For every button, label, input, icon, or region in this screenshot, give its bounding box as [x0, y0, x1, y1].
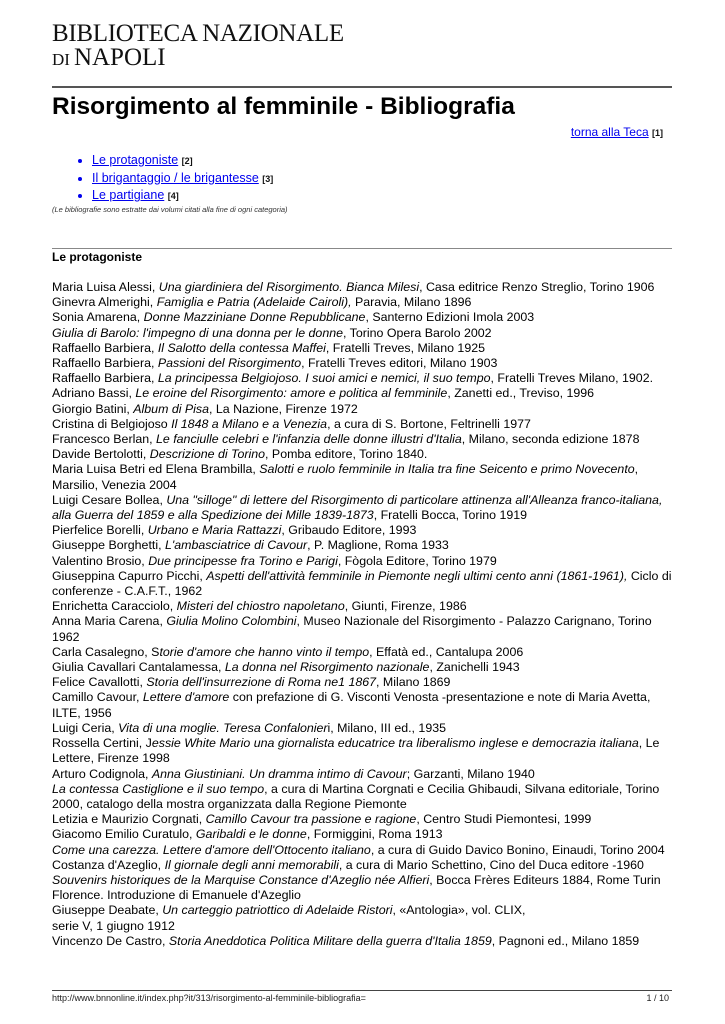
- section-divider: [52, 248, 672, 249]
- entry-author: Letizia e Maurizio Corgnati,: [52, 812, 206, 827]
- entry-author: Sonia Amarena,: [52, 310, 144, 325]
- entry-author: Pierfelice Borelli,: [52, 523, 148, 538]
- entry-author: Costanza d'Azeglio,: [52, 857, 165, 872]
- entry-author: Raffaello Barbiera,: [52, 371, 158, 386]
- entry-title: Camillo Cavour tra passione e ragione: [205, 812, 417, 827]
- entry-details: , Le Lettere, Firenze 1998: [52, 736, 660, 766]
- entry-title: Giulia Molino Colombini: [166, 614, 297, 629]
- bibliography-entry: [52, 721, 674, 736]
- toc-link[interactable]: Le protagoniste: [92, 153, 179, 167]
- entry-author: Giacomo Emilio Curatulo,: [52, 827, 196, 842]
- entry-details: , a cura di Mario Schettino, Cino del Duca editore -1960: [338, 857, 644, 872]
- entry-author: Ginevra Almerighi,: [52, 295, 157, 310]
- toc-link[interactable]: Il brigantaggio / le brigantesse: [92, 170, 259, 185]
- page-number: 1 / 10: [646, 993, 669, 1003]
- entry-title: Misteri del chiostro napoletano: [176, 599, 345, 614]
- entry-details: , a cura di Martina Corgnati e Cecilia Ghibaudi, Silvana editoriale, Torino 2000, catalogo della mostra organizzata dalla Regione Piemonte: [52, 781, 660, 811]
- entry-author: Luigi Cesare Bollea,: [52, 492, 167, 507]
- logo-line-2: [52, 46, 344, 72]
- entry-title: Come una carezza. Lettere d'amore dell'Ottocento italiano: [52, 842, 371, 857]
- bibliography-entry: [52, 417, 674, 432]
- bibliography-entry: [52, 402, 674, 417]
- bibliography-entry: [52, 326, 674, 341]
- entry-details: , Casa editrice Renzo Streglio, Torino 1906: [419, 280, 655, 294]
- entry-details: , Pagnoni ed., Milano 1859: [491, 933, 640, 948]
- entry-title: Donne Mazziniane Donne Repubblicane: [143, 310, 366, 325]
- entry-title: Descrizione di Torino: [149, 447, 266, 462]
- bibliography-entry: [52, 690, 674, 720]
- entry-author: Enrichetta Caracciolo,: [52, 599, 177, 614]
- entry-title: Album di Pisa: [133, 401, 210, 416]
- header-divider: [52, 86, 672, 88]
- page-title: Risorgimento al femminile - Bibliografia: [52, 93, 515, 120]
- entry-title: essie White Mario una giornalista educatrice tra liberalismo inglese e democrazia italiana: [151, 736, 639, 751]
- entry-details: , Torino Opera Barolo 2002: [343, 325, 492, 340]
- toc-link[interactable]: Le partigiane: [92, 188, 165, 202]
- entry-author: Maria Luisa Alessi,: [52, 280, 159, 294]
- entry-title: La principessa Belgiojoso. I suoi amici e nemici, il suo tempo: [157, 371, 491, 386]
- entry-title: La contessa Castiglione e il suo tempo: [52, 781, 265, 796]
- entry-details: , Museo Nazionale del Risorgimento - Palazzo Carignano, Torino 1962: [52, 614, 652, 644]
- entry-details: , Fratelli Treves Milano, 1902.: [490, 371, 654, 386]
- entry-title: Garibaldi e le donne: [195, 827, 307, 842]
- bibliography-entry: [52, 386, 674, 401]
- bibliography-entry: [52, 356, 674, 371]
- entry-details: i, Milano, III ed., 1935: [327, 720, 446, 735]
- entry-author: Raffaello Barbiera,: [52, 356, 158, 371]
- entry-author: Valentino Brosio,: [52, 553, 149, 568]
- entry-title: Passioni del Risorgimento: [157, 356, 302, 371]
- toc-item: [92, 170, 273, 188]
- entry-title: Lettere d'amore: [142, 690, 230, 705]
- entry-details: , Zanichelli 1943: [429, 660, 520, 675]
- back-to-teca-link[interactable]: torna alla Teca: [570, 125, 649, 139]
- entry-author: Camillo Cavour,: [52, 690, 143, 705]
- bibliography-entry: [52, 827, 674, 842]
- entry-author: Vincenzo De Castro,: [52, 933, 169, 948]
- entry-details: , Bocca Frères Editeurs 1884, Rome Turin Florence. Introduzione di Emanuele d'Azeglio: [52, 872, 661, 903]
- entry-author: Giuseppina Capurro Picchi,: [52, 568, 207, 583]
- entry-details: , Santerno Edizioni Imola 2003: [365, 310, 535, 325]
- footer-url: http://www.bnnonline.it/index.php?it/313/risorgimento-al-femminile-bibliografia=: [52, 993, 366, 1003]
- library-logo: [52, 22, 344, 72]
- entry-author: Giuseppe Deabate,: [52, 903, 163, 918]
- bibliography-entry: [52, 934, 674, 949]
- entry-title: L'ambasciatrice di Cavour: [164, 538, 308, 553]
- bibliography-entry: [52, 812, 674, 827]
- bibliography-entry: [52, 873, 674, 903]
- entry-title: Le fanciulle celebri e l'infanzia delle donne illustri d'Italia: [156, 432, 462, 447]
- entry-details: ; Garzanti, Milano 1940: [406, 766, 535, 781]
- entry-title: Souvenirs historiques de la Marquise Constance d'Azeglio née Alfieri: [52, 872, 430, 887]
- source-note: (Le bibliografie sono estratte dai volumi citati alla fine di ogni categoria): [52, 205, 288, 214]
- bibliography-entry: [52, 493, 674, 523]
- entry-author: Francesco Berlan,: [52, 432, 156, 447]
- entry-author: Arturo Codignola,: [52, 766, 152, 781]
- entry-title: Una "silloge" di lettere del Risorgimento di particolare attinenza all'Alleanza franco-italiana, alla Guerra del 1859 e alla Spedizione dei Mille 1839-1873: [52, 492, 663, 523]
- bibliography-entry: [52, 523, 674, 538]
- entry-author: Cristina di Belgiojoso: [52, 416, 172, 431]
- bibliography-entry: [52, 341, 674, 356]
- entry-title: Salotti e ruolo femminile in Italia tra fine Seicento e primo Novecento: [259, 462, 635, 477]
- entry-details: , Milano 1869: [376, 675, 451, 690]
- bibliography-entry: [52, 767, 674, 782]
- entry-title: Le eroine del Risorgimento: amore e politica al femminile: [135, 386, 448, 401]
- toc-ref: [3]: [262, 173, 274, 184]
- entry-author: Luigi Ceria,: [52, 720, 119, 735]
- entry-details: , Fratelli Treves editori, Milano 1903: [301, 356, 498, 371]
- entry-details: , Fògola Editore, Torino 1979: [337, 553, 497, 568]
- entry-details: , La Nazione, Firenze 1972: [209, 401, 358, 416]
- entry-author: Carla Casalegno, S: [52, 644, 160, 659]
- bibliography-entry: [52, 310, 674, 325]
- logo-di: DI: [52, 50, 70, 69]
- entry-details: , Marsilio, Venezia 2004: [52, 462, 639, 492]
- entry-details: , P. Maglione, Roma 1933: [307, 538, 449, 553]
- entry-title: Storia Aneddotica Politica Militare della guerra d'Italia 1859: [168, 933, 492, 948]
- bibliography-list: [52, 280, 674, 949]
- toc-item: [92, 187, 273, 205]
- entry-author: Giuseppe Borghetti,: [52, 538, 165, 553]
- entry-details: , Fratelli Treves, Milano 1925: [325, 340, 485, 355]
- table-of-contents: [78, 152, 273, 205]
- entry-title: Storia dell'insurrezione di Roma ne1 1867: [146, 675, 377, 690]
- entry-details: , a cura di S. Bortone, Feltrinelli 1977: [327, 416, 531, 431]
- entry-title: Il giornale degli anni memorabili: [164, 857, 339, 872]
- entry-title: Due principesse fra Torino e Parigi: [148, 553, 338, 568]
- toc-ref: [2]: [181, 156, 193, 166]
- entry-author: Anna Maria Carena,: [52, 614, 167, 629]
- entry-title: Il 1848 a Milano e a Venezia: [171, 416, 328, 431]
- entry-title: Giulia di Barolo: l'impegno di una donna per le donne: [52, 325, 343, 340]
- bibliography-entry: [52, 432, 674, 447]
- logo-napoli: NAPOLI: [73, 44, 166, 71]
- entry-author: Giorgio Batini,: [52, 401, 134, 416]
- entry-details: , Fratelli Bocca, Torino 1919: [373, 508, 528, 523]
- entry-title: Il Salotto della contessa Maffei: [157, 340, 326, 355]
- entry-author: Felice Cavallotti,: [52, 675, 147, 690]
- entry-title: Anna Giustiniani. Un dramma intimo di Cavour: [151, 766, 407, 781]
- entry-title: Una giardiniera del Risorgimento. Bianca Milesi: [158, 280, 420, 294]
- bibliography-entry: [52, 736, 674, 766]
- bibliography-entry: [52, 554, 674, 569]
- entry-details: Paravia, Milano 1896: [351, 295, 472, 310]
- back-link-ref: [1]: [652, 128, 663, 138]
- bibliography-entry: [52, 280, 674, 295]
- bibliography-entry: [52, 569, 674, 599]
- entry-details: , Formiggini, Roma 1913: [306, 827, 443, 842]
- entry-title: Famiglia e Patria (Adelaide Cairoli),: [156, 295, 352, 310]
- entry-details: , Pomba editore, Torino 1840.: [265, 447, 428, 462]
- back-link-container: [571, 125, 663, 139]
- entry-details: , Gribaudo Editore, 1993: [281, 523, 417, 538]
- entry-author: Adriano Bassi,: [52, 386, 136, 401]
- entry-details: con prefazione di G. Visconti Venosta -presentazione e note di Maria Avetta, ILTE, 1956: [52, 690, 651, 720]
- entry-author: Giulia Cavallari Cantalamessa,: [52, 660, 225, 675]
- bibliography-entry: [52, 858, 674, 873]
- entry-author: Raffaello Barbiera,: [52, 340, 158, 355]
- toc-ref: [4]: [167, 191, 179, 201]
- entry-details: , a cura di Guido Davico Bonino, Einaudi, Torino 2004: [370, 842, 665, 857]
- bibliography-entry: [52, 538, 674, 553]
- bibliography-entry: [52, 843, 674, 858]
- logo-line-1: BIBLIOTECA NAZIONALE: [52, 20, 344, 47]
- bibliography-entry: [52, 447, 674, 462]
- bibliography-entry: [52, 903, 674, 933]
- entry-author: Maria Luisa Betri ed Elena Brambilla,: [52, 462, 260, 477]
- toc-item: [92, 152, 273, 170]
- entry-title: torie d'amore che hanno vinto il tempo: [159, 644, 370, 659]
- bibliography-entry: [52, 599, 674, 614]
- entry-author: Rossella Certini, J: [52, 736, 152, 751]
- bibliography-entry: [52, 295, 674, 310]
- entry-details: , «Antologia», vol. CLIX, serie V, 1 giugno 1912: [52, 903, 526, 933]
- entry-title: Un carteggio patriottico di Adelaide Ristori: [162, 903, 393, 918]
- entry-title: Aspetti dell'attività femminile in Piemonte negli ultimi cento anni (1861-1961),: [206, 568, 628, 583]
- entry-details: , Centro Studi Piemontesi, 1999: [416, 812, 592, 827]
- footer-divider: [52, 990, 672, 991]
- entry-details: Ciclo di conferenze - C.A.F.T., 1962: [52, 568, 672, 599]
- section-title: Le protagoniste: [52, 250, 143, 264]
- bibliography-entry: [52, 782, 674, 812]
- entry-author: Davide Bertolotti,: [52, 447, 150, 462]
- bibliography-entry: [52, 660, 674, 675]
- bibliography-entry: [52, 614, 674, 644]
- bibliography-entry: [52, 675, 674, 690]
- entry-title: Vita di una moglie. Teresa Confalonier: [118, 720, 328, 735]
- entry-details: , Effatà ed., Cantalupa 2006: [369, 644, 524, 659]
- entry-details: , Giunti, Firenze, 1986: [344, 599, 467, 614]
- bibliography-entry: [52, 645, 674, 660]
- bibliography-entry: [52, 371, 674, 386]
- bibliography-entry: [52, 462, 674, 492]
- entry-details: , Milano, seconda edizione 1878: [461, 432, 640, 447]
- entry-title: Urbano e Maria Rattazzi: [147, 523, 282, 538]
- entry-details: , Zanetti ed., Treviso, 1996: [447, 386, 595, 401]
- entry-title: La donna nel Risorgimento nazionale: [224, 660, 430, 675]
